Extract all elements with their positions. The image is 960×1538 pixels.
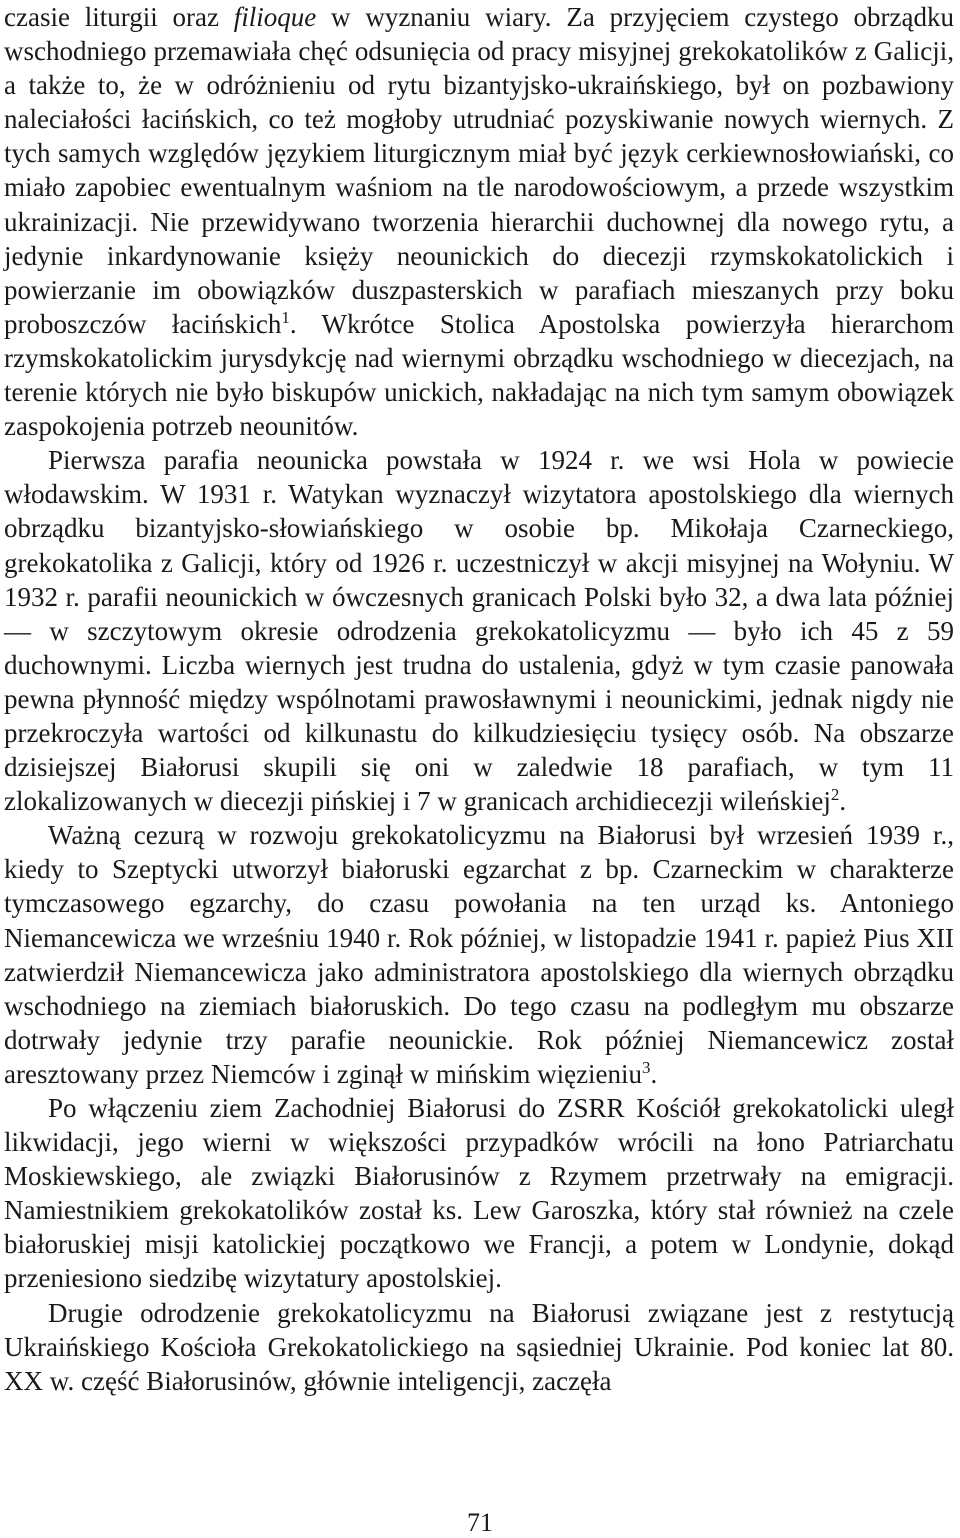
footnote-ref-2: 2: [830, 785, 840, 805]
paragraph-3: [4, 818, 954, 1091]
italic-term-filioque: filioque: [233, 2, 317, 32]
text-run: .: [839, 786, 847, 817]
paragraph-1: [4, 0, 954, 443]
text-run: Drugie odrodzenie grekokatolicyzmu na Białorusi związane jest z restytucją Ukraińskiego Kościoła Grekokatolickiego na sąsiedniej Ukrainie. Pod koniec lat 80. XX w. część Białorusinów, głównie inteligencji, zaczęła: [4, 1297, 954, 1396]
text-run: Pierwsza parafia neounicka powstała w 1924 r. we wsi Hola w powiecie włodawskim. W 1931 r. Watykan wyznaczył wizytatora apostolskiego dla wiernych obrządku bizantyjsko-słowiańskiego w osobie bp. Mikołaja Czarneckiego, grekokatolika z Galicji, który od 1926 r. uczestniczył w akcji misyjnej na Wołyniu. W 1932 r. parafii neounickich w ówczesnych granicach Polski było 32, a dwa lata później — w szczytowym okresie odrodzenia grekokatolicyzmu — było ich 45 z 59 duchownymi. Liczba wiernych jest trudna do ustalenia, gdyż w tym czasie panowała pewna płynność między wspólnotami prawosławnymi i neounickimi, jednak nigdy nie przekroczyła wartości od kilkunastu do kilkudziesięciu tysięcy osób. Na obszarze dzisiejszej Białorusi skupili się oni w zaledwie 18 parafiach, w tym 11 zlokalizowanych w diecezji pińskiej i 7 w granicach archidiecezji wileńskiej: [4, 445, 954, 817]
text-run: Ważną cezurą w rozwoju grekokatolicyzmu na Białorusi był wrzesień 1939 r., kiedy to Szeptycki utworzył białoruski egzarchat z bp. Czarneckim w charakterze tymczasowego egzarchy, do czasu powołania na ten urząd ks. Antoniego Niemancewicza we wrześniu 1940 r. Rok później, w listopadzie 1941 r. papież Pius XII zatwierdził Niemancewicza jako administratora apostolskiego dla wiernych obrządku wschodniego na ziemiach białoruskich. Do tego czasu na podległym mu obszarze dotrwały jedynie trzy parafie neounickie. Rok później Niemancewicz został aresztowany przez Niemców i zginął w mińskim więzieniu: [4, 820, 954, 1089]
footnote-ref-3: 3: [642, 1057, 651, 1077]
text-run: czasie liturgii oraz: [4, 2, 234, 32]
text-run: . Wkrótce Stolica Apostolska powierzyła hierarchom rzymskokatolickim jurysdykcję nad wiernymi obrządku wschodniego w diecezjach, na terenie których nie było biskupów unickich, nakładając na nich tym samym obowiązek zaspokojenia potrzeb neounitów.: [4, 308, 954, 442]
paragraph-2: [4, 443, 954, 818]
paragraph-4: [4, 1091, 954, 1296]
page-number: 71: [467, 1508, 493, 1537]
text-run: .: [650, 1058, 658, 1089]
text-run: w wyznaniu wiary. Za przyjęciem czystego obrządku wschodniego przemawiała chęć odsunięcia od pracy misyjnej grekokatolików z Galicji, a także to, że w odróżnieniu od rytu bizantyjsko-ukraińskiego, był on pozbawiony naleciałości łacińskich, co też mogłoby utrudniać pozyskiwanie nowych wiernych. Z tych samych względów językiem liturgicznym miał być język cerkiewnosłowiański, co miało zapobiec ewentualnym waśniom na tle narodowościowym, a przede wszystkim ukrainizacji. Nie przewidywano tworzenia hierarchii duchownej dla nowego rytu, a jedynie inkardynowanie księży neounickich do diecezji rzymskokatolickich i powierzanie im obowiązków duszpasterskich w parafiach mieszanych przy boku proboszczów łacińskich: [4, 2, 954, 339]
paragraph-5: [4, 1296, 954, 1398]
footnote-ref-1: 1: [281, 307, 290, 327]
text-run: Po włączeniu ziem Zachodniej Białorusi do ZSRR Kościół grekokatolicki uległ likwidacji, jego wierni w większości przypadków wrócili na łono Patriarchatu Moskiewskiego, ale związki Białorusinów z Rzymem przetrwały na emigracji. Namiestnikiem grekokatolików został ks. Lew Garoszka, który stał również na czele białoruskiej misji katolickiej początkowo we Francji, a potem w Londynie, dokąd przeniesiono siedzibę wizytatury apostolskiej.: [4, 1093, 954, 1294]
